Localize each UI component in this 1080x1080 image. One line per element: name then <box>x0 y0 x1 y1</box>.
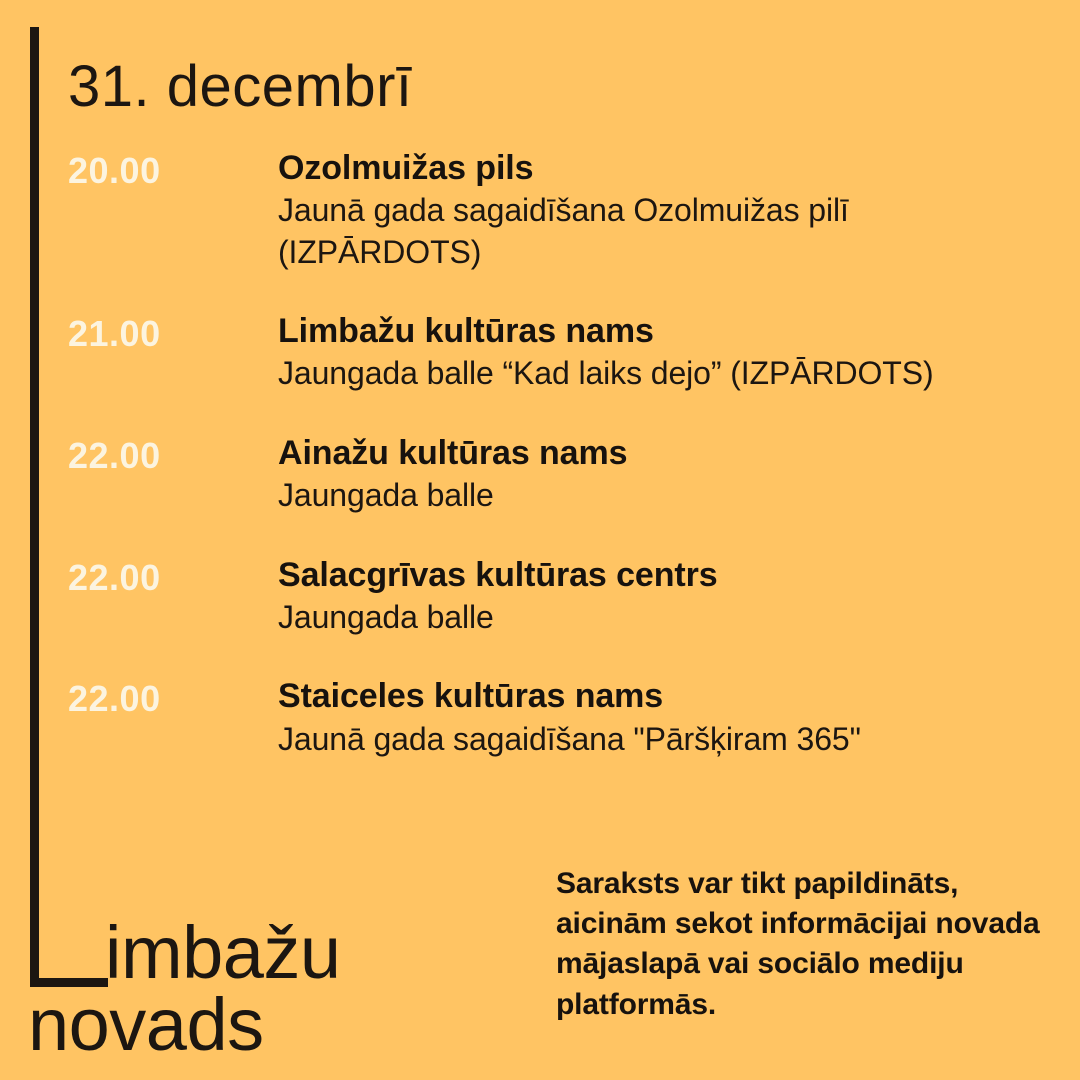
page-title: 31. decembrī <box>68 54 413 119</box>
event-venue: Ozolmuižas pils <box>278 149 534 187</box>
event-time: 22.00 <box>68 435 161 476</box>
event-body <box>278 148 1080 273</box>
footer-note: Saraksts var tikt papildināts, aicinām sekot informācijai novada mājaslapā vai sociālo mediju platformās. <box>556 867 1040 1021</box>
logo <box>0 911 470 1080</box>
logo-line-limbazu: imbažu <box>105 911 341 994</box>
event-body <box>278 311 1080 395</box>
list-item <box>0 433 1080 517</box>
event-description: Jaungada balle <box>278 477 494 514</box>
event-venue: Ainažu kultūras nams <box>278 434 628 472</box>
event-time: 22.00 <box>68 556 161 598</box>
event-description: Jaunā gada sagaidīšana "Pāršķiram 365" <box>278 720 861 757</box>
event-body <box>278 555 1080 639</box>
event-description: Jaungada balle <box>278 598 494 635</box>
event-description: Jaungada balle “Kad laiks dejo” (IZPĀRDOTS) <box>278 355 934 392</box>
event-venue: Staiceles kultūras nams <box>278 677 664 716</box>
event-venue: Limbažu kultūras nams <box>278 312 654 351</box>
list-item <box>0 555 1080 639</box>
event-time: 20.00 <box>68 150 161 191</box>
list-item <box>0 311 1080 395</box>
schedule-list <box>0 148 1080 798</box>
event-venue: Salacgrīvas kultūras centrs <box>278 555 718 594</box>
event-body <box>278 676 1080 760</box>
list-item <box>0 676 1080 760</box>
list-item <box>0 148 1080 273</box>
event-time: 22.00 <box>68 678 161 720</box>
logo-line-novads: novads <box>28 983 264 1066</box>
event-time: 21.00 <box>68 313 161 355</box>
event-body <box>278 433 1080 517</box>
event-description: Jaunā gada sagaidīšana Ozolmuižas pilī (IZPĀRDOTS) <box>278 192 849 270</box>
